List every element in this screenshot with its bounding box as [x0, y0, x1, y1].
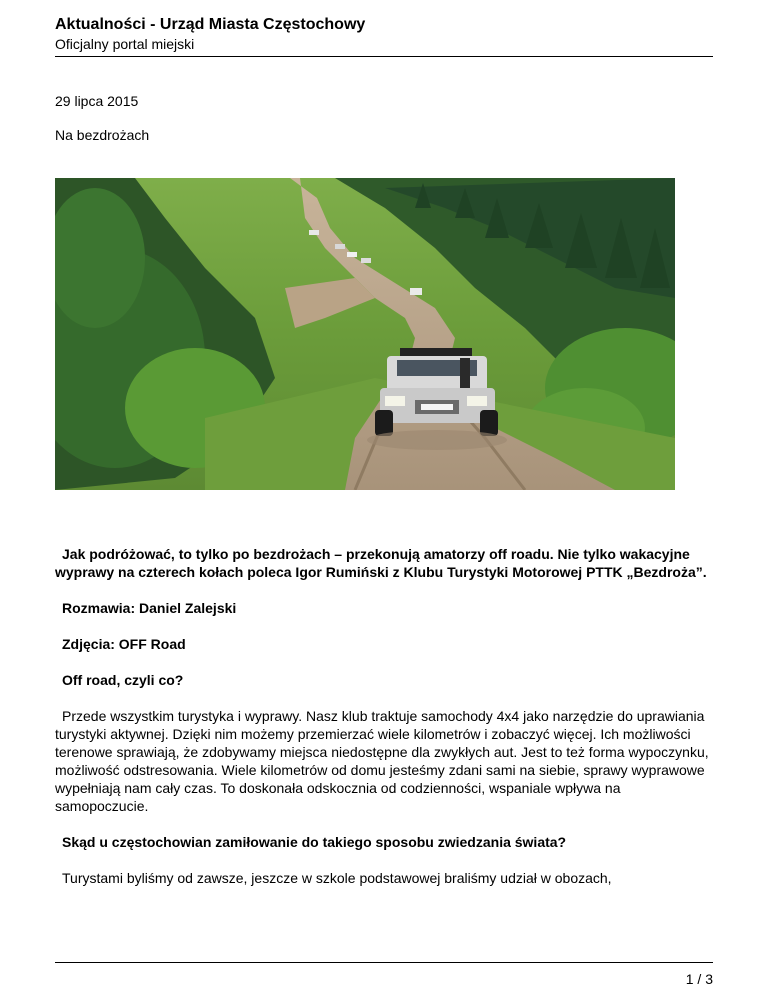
- answer-2: Turystami byliśmy od zawsze, jeszcze w szkole podstawowej braliśmy udział w obozach,: [62, 870, 612, 886]
- answer-1: Przede wszystkim turystyka i wyprawy. Nasz klub traktuje samochody 4x4 jako narzędzie do uprawiania turystyki aktywnej. Dzięki nim możemy przemierzać wiele kilometrów i zobaczyć więcej. Ich możliwości terenowe sprawiają, że zdobywamy miejsca niedostępne dla zwykłych aut. Jest to też forma wypoczynku, możliwość odstresowania. Wiele kilometrów od domu jesteśmy zdani sami na siebie, sprawy wyprawowe wypełniają nam cały czas. To doskonała odskocznia od codzienności, wspaniale wpływa na samopoczucie.: [55, 708, 709, 814]
- article-title: Na bezdrożach: [55, 127, 150, 143]
- question-2: Skąd u częstochowian zamiłowanie do takiego sposobu zwiedzania świata?: [62, 834, 567, 850]
- site-subtitle: Oficjalny portal miejski: [55, 36, 195, 52]
- question-1: Off road, czyli co?: [62, 672, 184, 688]
- photo-credit: Zdjęcia: OFF Road: [62, 636, 186, 652]
- article-photo: [55, 178, 675, 490]
- header-divider: [55, 56, 713, 57]
- article-date: 29 lipca 2015: [55, 93, 139, 109]
- page-number: 1 / 3: [685, 971, 713, 987]
- footer-divider: [55, 962, 713, 963]
- page-header: [55, 15, 713, 53]
- article-lead: Jak podróżować, to tylko po bezdrożach – przekonują amatorzy off roadu. Nie tylko wakacyjne wyprawy na czterech kołach poleca Igor Rumiński z Klubu Turystyki Motorowej PTTK „Bezdroża”.: [55, 546, 707, 580]
- article-body: [55, 545, 715, 905]
- site-title: Aktualności - Urząd Miasta Częstochowy: [55, 16, 366, 33]
- interviewer-credit: Rozmawia: Daniel Zalejski: [62, 600, 237, 616]
